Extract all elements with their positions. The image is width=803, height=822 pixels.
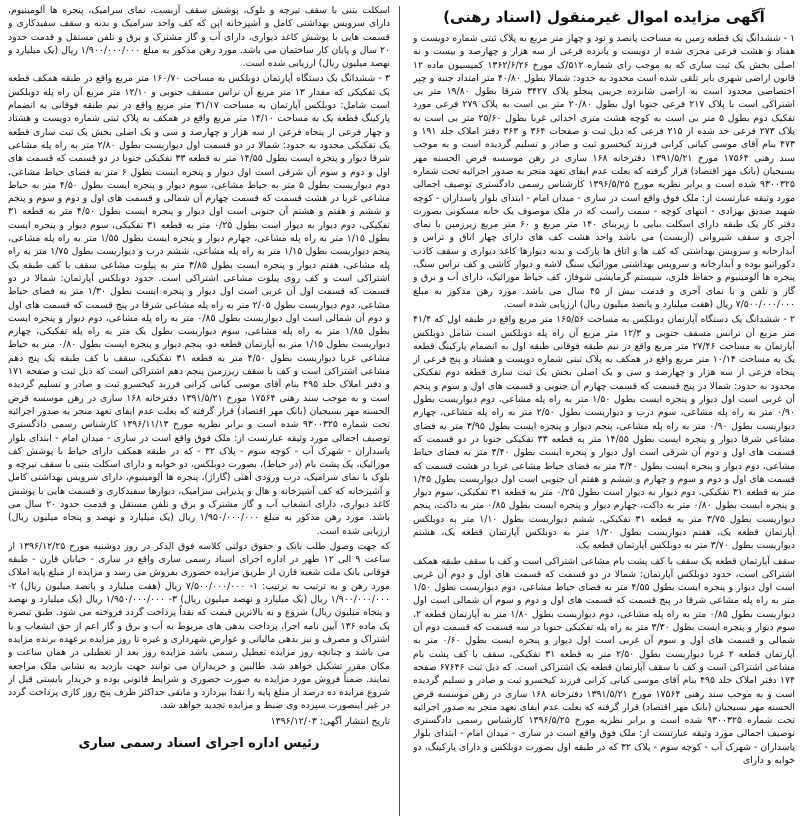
item-2-paragraph: ۲ - ششدانگ یک دستگاه آپارتمان دوبلکس به مساحت ۱۶۵/۵۶ متر مربع واقع در طبقه اول که ۴۱/۴ متر مربع آن ترانس مسقف جنوبی و ۱۲/۳ متر مربع آن راه پله دوبلکس است شامل دوبلکس آپارتمان به مساحت ۲۷/۴۶ متر مربع واقع در نیم طبقه فوقانی طبقه اول به انضمام پارکینگ قطعه یک به مساحت ۱۰/۱۴ متر مربع واقع در همکف به پلاک ثبتی شماره دویست و هشتاد و پنج فرعی از پنجاه فرعی از سه هزار و چهارصد و سی و یک اصلی بخش یک ثبت ساری قطعه دوم تفکیکی محدود به حدود: شمالا در پنج قسمت که قسمت چهارم آن جنوبی و قسمت های اول و سوم و پنجم آن غربی است اول دیوار و پنجره ایست بطول ۱/۵۰ متر به راه پله مشاعی، دوم دیواریست بطول ۰/۹۰ متر به راه پله مشاعی، سوم درب و دیواریست بطول ۲/۵۰ متر به راه پله مشاعی، چهارم دیواریست بطول ۰/۹۰ متر به راه پله مشاعی، پنجم دیوار و پنجره ایست بطول ۳/۹۵ متر به فضای مشاعی شرقا دیوار و پنجره ایست بطول ۱۴/۵۵ متر به قطعه ۳۳ تفکیکی جنوبا در دو قسمت که قسمت های اول و دوم آن شرقی است اول دیوار و پنجره ایست بطول ۳/۴۰ متر به فضای حیاط مشاعی، دوم دیوار و پنجره ایست بطول ۳/۴۰ متر به فضای حیاط مشاعی غربا در هشت قسمت که قسمت های اول و دوم و سوم و چهارم و ششم و هفتم آن جنوبی است اول دیواریست بطول ۱/۴۵ متر به قطعه ۳۱ تفکیکی، دوم دیوار به دیوار است بطول ۰/۲۵ متر به قطعه ۳۱ تفکیکی، سوم دیوار و پنجره ایست بطول ۰/۸۰ متر به داکت، چهارم دیوار و پنجره ایست بطول ۰/۸۵ متر به داکت، پنجم دیواریست بطول ۳/۷۵ متر به قطعه ۳۱ تفکیکی، ششم دیواریست بطول ۱/۱۰ متر به دوبلکس آپارتمان قطعه یک، هفتم دیواریست بطول ۱/۲۰ متر به دوبلکس آپارتمان قطعه یک، هشتم دیواریست بطول ۳/۷۰ متر به دوبلکس آپارتمان قطعه یک. <box>413 314 795 552</box>
continued-description-paragraph: اسکلت بتنی با سقف تیرچه و بلوک، پوشش سقف آزبست، نمای سرامیک، پنجره ها آلومینیوم، دارای سرویس بهداشتی کامل و آشپزخانه اپن که کف واحد سرامیک و بدنه و سقف سفیدکاری و قسمت هایی با پوشش کاغذ دیواری، دارای آب و گاز مشترک و برق و تلفن مستقل و قدمت حدود ۲۰ سال و پایان کار ساختمان می باشد. مورد رهن مذکور به مبلغ ۱/۹۰۰/۰۰۰/۰۰۰ ریال (یک میلیارد و نهصد میلیون ریال) ارزیابی شده است. <box>8 5 390 70</box>
auction-terms-paragraph: که جهت وصول طلب بانک و حقوق دولتی کلاسه فوق الذکر در روز دوشنبه مورخ ۱۳۹۶/۱۲/۲۵ از ساعت ۹ الی ۱۲ ظهر در اداره اجرای اسناد رسمی ساری واقع در ساری - خیابان قارن - طبقه فوقانی بانک ملت شعبه قارن از طریق مزایده حضوری بفروش می رسد و مزایده از مبلغ پایه املاک مورد رهن و به ترتیب به ترتیب: ۱- ۷/۵۰۰/۰۰۰/۰۰۰ ریال (هفت میلیارد و پانصد میلیون ریال) ۲- ۱/۹۰۰/۰۰۰/۰۰۰ ریال (یک میلیارد و نهصد میلیون ریال) ۳- ۱/۹۵۰/۰۰۰/۰۰۰ ریال (یک میلیارد و نهصد و پنجاه میلیون ریال) شروع و به بالاترین قیمت که نقداً پرداخت گردد فروخته می شود. طبق تبصره یک ماده ۱۳۶ آیین نامه اجرا، پرداخت بدهی های مربوط به آب و برق و گاز اعم از حق انشعاب و یا اشتراک و مصرف و نیز بدهی مالیاتی و عوارض شهرداری و غیره تا روز مزایده برعهده برنده مزایده می باشد و چنانچه روز مزایده تعطیل رسمی باشد مزایده روز بعد از تعطیلی در همان ساعت و مکان مقرر تشکیل خواهد شد. طالبین و خریداران می توانند جهت بازدید به نشانی ملک مراجعه نمایند. ضمناً فروش مورد مزایده به صورت حضوری و شرایط قانونی بوده و خریدار بایستی قبل از شروع مزایده ده درصد از مبلغ پایه را نقدا بپردازد و مابقی حداکثر ظرف پنج روز کاری پرداخت گردد در غیر اینصورت سپرده وی ضبط و مزایده تجدید خواهد شد. <box>8 540 390 712</box>
column-divider <box>399 6 400 816</box>
signature-line: رئیس اداره اجرای اسناد رسمی ساری <box>78 736 320 752</box>
notice-title: آگهی مزایده اموال غیرمنقول (اسناد رهنی) <box>443 8 765 26</box>
item-3-paragraph: ۳ - ششدانگ یک دستگاه آپارتمان دوبلکس به مساحت ۱۶۰/۷۰ متر مربع واقع در طبقه همکف قطعه یک تفکیکی که مقدار ۱۳ متر مربع آن تراس مسقف جنوبی و ۱۲/۱۰ متر مربع آن راه پله دوبلکس است شامل: دوبلکس آپارتمان به مساحت ۳۱/۱۷ متر مربع واقع در نیم طبقه فوقانی به انضمام پارکینگ قطعه یک به مساحت ۱۴/۱۰ متر مربع واقع در همکف به پلاک ثبتی شماره دویست و هشتاد و چهار فرعی از پنجاه فرعی از سه هزار و چهارصد و سی و یک اصلی بخش یک ثبت ساری قطعه یک تفکیکی محدود به حدود: شمالا در دو قسمت اول دیواریست بطول ۲/۸۰ متر به راه پله مشاعی شرقا دیوار و پنجره ایست بطول ۱۴/۵۵ متر به قطعه ۳۳ تفکیکی جنوبا در دو قسمت که قسمت های اول و دوم و سوم آن شرقی است اول دیوار و پنجره ایست بطول ۶ متر به فضای حیاط مشاعی، دوم دیواریست بطول ۵ متر به حیاط مشاعی، سوم دیوار و پنجره ایست بطول ۴/۵۰ متر به حیاط مشاعی غربا در هشت قسمت که قسمت چهارم آن شمالی و قسمت های اول و دوم و سوم و پنجم و ششم و هفتم و هشتم آن جنوبی است اول دیوار و پنجره ایست بطول ۴/۵۰ متر به قطعه ۳۱ تفکیکی، دوم دیوار به دیوار است بطول ۰/۲۵ متر به قطعه ۳۱ تفکیکی، سوم دیوار و پنجره ایست بطول ۱/۱۵ متر به راه پله مشاعی، چهارم دیوار و پنجره ایست بطول ۱/۵۵ متر به راه پله مشاعی، پنجم دیواریست بطول ۱/۱۵ متر به راه پله مشاعی، ششم درب و دیواریست بطول ۱/۷۵ متر به راه پله مشاعی، هفتم دیوار و پنجره ایست بطول ۳/۸۵ متر به پیلوت مشاعی سقف با کف طبقه یک اشتراکی است و کف روی پیلوت مشاعی اشتراکی است. حدود دوبلکس آپارتمان: شمالا در دو قسمت که قسمت اول آن غربی است اول دیوار و پنجره ایست بطول ۱/۳۰ متر به فضای حیاط مشاعی، دوم دیواریست بطول ۲/۰۵ متر به راه پله مشاعی شرقا در پنج قسمت که قسمت های اول و دوم آن شمالی است اول دیواریست بطول ۰/۸۵ متر به راه پله مشاعی، دوم دیوار و پنجره ایست بطول ۱/۸۵ متر به راه پله مشاعی، سوم دیواریست بطول یک متر به راه پله تفکیکی، چهارم دیواریست بطول ۱/۱۵ متر به آپارتمان قطعه دو، پنجم دیوار و پنجره ایست بطول ۰/۸۰ متر به حیاط مشاعی غربا دیواریست بطول ۴/۵۰ متر به قطعه ۳۱ تفکیکی، سقف با کف طبقه یک پنج دهم مشاعی اشتراکی است و کف با سقف زیرزمین پنجم دهم اشتراکی است که ذیل ثبت و صفحه ۱۷۱ و دفتر املاک جلد ۴۹۵ بنام آقای موسی کیانی کرانی فرزند کیخسرو ثبت و صادر و تسلیم گردیده است و به موجب سند رهنی ۱۷۵۶۴ مورخ ۱۳۹۱/۵/۲۱ دفترخانه ۱۶۸ ساری در رهن موسسه قرض الحسنه مهر بسیجیان (بانک مهر اقتصاد) قرار گرفته که بعلت عدم ایفای تعهد منجر به صدور اجرائیه تحت شماره ۹۳۰۰۳۲۵ شده است و برابر نظریه مورخ ۱۳۹۶/۱۱/۱۳ کارشناس رسمی دادگستری توصیف اجمالی مورد وثیقه عبارتست از: ملک فوق واقع است در ساری - میدان امام - ابتدای بلوار پاسداران - شهرک آب - کوچه سوم - پلاک ۳۲ - که در طبقه همکف دارای حیاط با پوشش کف موزائیک، یک پشت بام (در حیاط)، بصورت دوبلکس، دو خوابه و دارای اسکلت بتنی با سقف تیرچه و بلوک با نمای سرامیک، درب ورودی آهنی (گاراژ)، پنجره ها آلومینیوم، دارای سرویس بهداشتی کامل و آشپزخانه که کف آشپزخانه و هال و پذیرایی سرامیک، دیوارها سفیدکاری و قسمت هایی با پوشش کاغذ دیواری، دارای انشعاب آب و گاز مشترک و برق و تلفن مستقل و قدمت حدود ۲۰ سال می باشد. مورد رهن مذکور به مبلغ ۱/۹۵۰/۰۰۰/۰۰۰ ریال (یک میلیارد و نهصد و پنجاه میلیون ریال) ارزیابی شده است. <box>8 73 390 537</box>
left-column <box>8 4 390 818</box>
right-column <box>413 4 795 818</box>
item-2-continued-paragraph: سقف آپارتمان قطعه یک سقف با کف پشت بام مشاعی اشتراکی است و کف با سقف طبقه همکف اشتراکی است، حدود دوبلکس آپارتمان: شمالا در دو قسمت که قسمت های اول و دوم آن غربی است اول دیوار و پنجره ایست بطول ۴/۵۵ متر به فضای حیاط مشاعی، دوم دیواریست بطول ۱/۵۰ متر به راه پله مشاعی شرقا در پنج قسمت که قسمت های اول و دوم و سوم آن شمالی است اول دیواریست بطول ۰/۸۵ متر به راه پله مشاعی، دوم دیواریست بطول ۱/۸۰ متر به آپارتمان قطعه ۲، سوم دیوار و پنجره ایست بطول ۳/۳۰ متر به راه پله تفکیکی جنوبا در سه قسمت که قسمت دوم آن شمالی و قسمت های اول و سوم آن غربی است اول دیوار و پنجره ایست بطول ۰/۶۰ متر به آپارتمان قطعه ۲ غربا دیواریست بطول ۲/۵۰ متر به قطعه ۳۱ تفکیکی، سقف با کف پشت بام مشاعی اشتراکی است و کف با سقف آپارتمان قطعه یک اشتراکی است. که ذیل ثبت ۶۷۶۴۶ صفحه ۱۷۴ دفتر املاک جلد ۴۹۵ بنام آقای موسی کیانی کرانی فرزند کیخسرو ثبت و صادر و تسلیم گردیده است و به موجب سند رهنی ۱۷۵۶۴ مورخ ۱۳۹۱/۵/۲۱ دفترخانه ۱۶۸ ساری در رهن موسسه قرض الحسنه مهر بسیجیان (بانک مهر اقتصاد) قرار گرفته که بعلت عدم ایفای تعهد منجر به صدور اجرائیه تحت شماره ۹۳۰۰۳۲۵ شده است و برابر نظریه مورخ ۱۳۹۶/۵/۲۵ کارشناس رسمی دادگستری توصیف اجمالی مورد وثیقه عبارتست از: ملک فوق واقع است در ساری - میدان امام - ابتدای بلوار پاسداران - شهرک آب - کوچه سوم - پلاک ۳۲ که در طبقه اول بصورت دوبلکس و دارای پارکینگ، دو خوابه و دارای <box>413 555 795 767</box>
publication-date: تاریخ انتشار آگهی: ۱۳۹۶/۱۲/۰۳ <box>270 715 390 727</box>
item-1-paragraph: ۱ - ششدانگ یک قطعه زمین به مساحت پانصد و نود و چهار متر مربع به پلاک ثبتی شماره دویست و هفتاد و هشت فرعی مجزی شده از دویست و پانزده فرعی از سه هزار و چهارصد و بیست و نه اصلی بخش یک ثبت ساری که به موجب رای شماره ۵۱۲/ک مورخ ۱۳۶۲/۶/۲۶ کمیسیون ماده ۱۲ قانون اراضی شهری بایر تلقی شده است محدود به حدود: شمالا بطول ۴۰/۸۰ متر امتداد جنبه و چپر اختصاصی محدود است به اراضی شانزده جریبی پنجلو پلاک ۳۴۲۷ شرقا بطول ۱۹/۸۰ متر بی اشتراکی است با پلاک ۲۱۷ فرعی جنوبا اول بطول ۲۰/۸۰ متر بی است به پلاک ۲۷۹ فرعی مورد تفکیک دوم بطول ۵ متر بی است به کوچه هشت متری احداثی غربا بطول ۲۵/۶۰ متر بی است به پلاک ۲۷۳ فرعی حد شده از ۲۱۵ فرعی که ذیل ثبت و صفحات ۳۶۴ و ۳۶۳ دفتر املاک جلد ۱۹۱ و ۴۷۳ بنام آقای موسی کیانی کرانی فرزند کیخسرو ثبت و صادر و تسلیم گردیده است و به موجب سند رهنی ۱۷۵۶۴ مورخ ۱۳۹۱/۵/۲۱ دفترخانه ۱۶۸ ساری در رهن موسسه قرض الحسنه مهر بسیجیان (بانک مهر اقتصاد) قرار گرفته که بعلت عدم ایفای تعهد منجر به صدور اجرائیه تحت شماره ۹۳۰۰۳۲۵ شده است و برابر نظریه مورخ ۱۳۹۶/۵/۲۵ کارشناس رسمی دادگستری توصیف اجمالی مورد وثیقه عبارتست از: ملک فوق واقع است در ساری - میدان امام - ابتدای بلوار پاسداران - کوچه شهید صدیق بهزادی - انتهای کوچه - سمت راست که در ملک موصوف یک خانه مسکونی بصورت دفتر کار یک طبقه دارای اسکلت بنایی با زیربنای ۱۴۰ متر مربع و ۶۰ متر مربع زیرزمین با نمای آجری و سقف شیروانی (آزبست) می باشد واحد هشت کف های دارای چهار اتاق و تراس و آبدارخانه و سرویس بهداشتی که کف ها و اتاق ها پارکت و بدنه دیوارها کاغذ دیواری و سقف کاذب دکوراتیو بوده و آبدارخانه و سرویس بهداشتی موزائیک سنگ لاشه و دیوار کاشی و کف تراس سنگ، پنجره ها آلومینیوم و حفاظ فلزی، سیستم گرمایشی شوفاژ، کف حیاط موزائیک، دارای آب و برق و گاز و تلفن و با نمای آجری و قدمت بیش از ۴۵ سال می باشد. مورد رهن مذکور به مبلغ ۷/۵۰۰/۰۰۰/۰۰۰ ریال (هفت میلیارد و پانصد میلیون ریال) ارزیابی شده است. <box>413 33 795 310</box>
